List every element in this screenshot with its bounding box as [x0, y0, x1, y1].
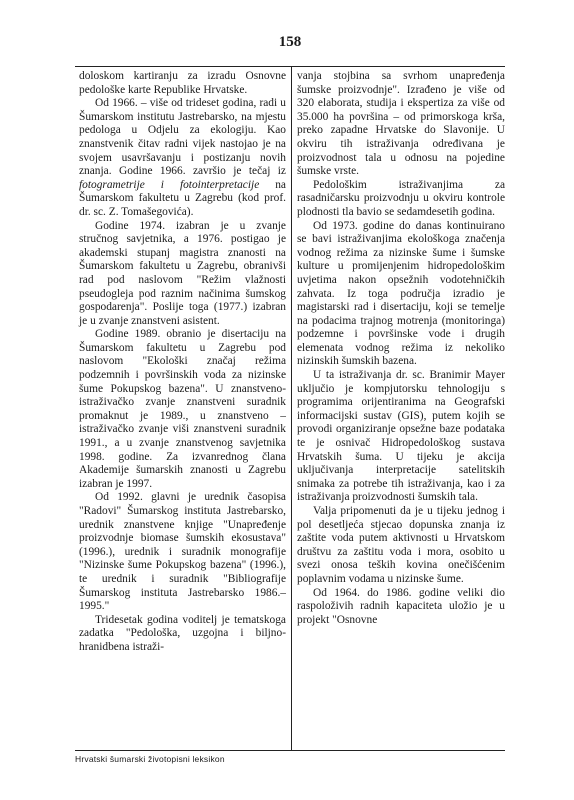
- paragraph: doloskom kartiranju za izradu Osnovne pedološke karte Republike Hrvatske.: [79, 70, 286, 96]
- paragraph: U ta istraživanja dr. sc. Branimir Mayer uključio je kompjutorsku tehnologiju s programima orijentiranima na Geografski informacijski sustav (GIS), putem kojih se provodi organiziranje opsežne baze podataka te je osnivač Hidropedološkog sustava Hrvatskih šuma. U tijeku je akcija uključivanja interpretacije satelitskih snimaka za potrebe tih istraživanja, kao i za istraživanja proizvodnosti šumskih tala.: [297, 369, 505, 504]
- right-column: [297, 70, 505, 627]
- paragraph: Od 1966. – više od trideset godina, radi u Šumarskom institutu Jastrebarsko, na mjestu pedologa u Odjelu za ekologiju. Kao znanstvenik čitav radni vijek nastojao je na svojem usavršavanju i postizanju novih znanja. Godine 1966. završio je tečaj iz fotogrametrije i fotointerpretacije na Šumarskom fakultetu u Zagrebu (kod prof. dr. sc. Z. Tomašegovića).: [79, 97, 286, 218]
- paragraph: Od 1964. do 1986. godine veliki dio raspoloživih radnih kapaciteta uložio je u projekt "Osnovne: [297, 586, 505, 626]
- paragraph: Godine 1974. izabran je u zvanje stručnog savjetnika, a 1976. postigao je akademski stupanj magistra znanosti na Šumarskom fakultetu u Zagrebu, obranivši rad pod naslovom "Režim vlažnosti pseudogleja pod raznim načinima šumskog gospodarenja". Poslije toga (1977.) izabran je u zvanje znanstveni asistent.: [79, 219, 286, 327]
- emphasis-text: fotogrametrije i fotointerpretacije: [79, 178, 260, 191]
- footer-rule: [75, 750, 505, 751]
- paragraph: Godine 1989. obranio je disertaciju na Šumarskom fakultetu u Zagrebu pod naslovom "Ekološki značaj režima podzemnih i površinskih voda za nizinske šume Pokupskog bazena". U znanstveno-istraživačko zvanje znanstveni suradnik promaknut je 1989., u znanstveno – istraživačko zvanje viši znanstveni suradnik 1991., a u zvanje znanstvenog savjetnika 1998. godine. Za izvanrednog člana Akademije šumarskih znanosti u Zagrebu izabran je 1997.: [79, 328, 286, 490]
- paragraph: Od 1973. godine do danas kontinuirano se bavi istraživanjima ekološkoga značenja vodnog režima za nizinske šume i šumske kulture u promijenjenim hidropedološkim uvjetima nakon opsežnih vodotehničkih zahvata. Iz toga područja izradio je magistarski rad i disertaciju, koji se temelje na podacima trajnog motrenja (monitoringa) podzemne i površinske vode i drugih elemenata vodnog režima iz nekoliko nizinskih šumskih bazena.: [297, 219, 505, 368]
- paragraph: Valja pripomenuti da je u tijeku jednog i pol desetljeća stjecao dopunska znanja iz zaštite voda putem aktivnosti u Hrvatskom društvu za zaštitu voda i mora, osobito u svezi onosa teških kovina onečišćenim poplavnim vodama u nizinske šume.: [297, 505, 505, 585]
- header-rule: [75, 66, 505, 67]
- footer-text: Hrvatski šumarski životopisni leksikon: [75, 754, 225, 764]
- paragraph: Tridesetak godina voditelj je tematskoga zadatka "Pedološka, uzgojna i biljno-hranidbena istraži-: [79, 613, 286, 653]
- column-divider: [291, 66, 292, 750]
- paragraph: vanja stojbina sa svrhom unapređenja šumske proizvodnje". Izrađeno je više od 320 elaborata, studija i ekspertiza za više od 35.000 ha površina – od primorskoga krša, preko zapadne Hrvatske do Slavonije. U okviru tih istraživanja određivana je proizvodnost tala u odnosu na pojedine šumske vrste.: [297, 70, 505, 178]
- left-column: [79, 70, 286, 655]
- page-number: 158: [278, 34, 302, 50]
- paragraph: Od 1992. glavni je urednik časopisa "Radovi" Šumarskog instituta Jastrebarsko, urednik znanstvene knjige "Unapređenje proizvodnje biomase šumskih ekosustava" (1996.), urednik i suradnik monografije "Nizinske šume Pokupskog bazena" (1996.), te urednik i suradnik "Bibliografije Šumarskog instituta Jastrebarsko 1986.–1995.": [79, 491, 286, 613]
- paragraph: Pedološkim istraživanjima za rasadničarsku proizvodnju u okviru kontrole plodnosti tla bavio se sedamdesetih godina.: [297, 178, 505, 218]
